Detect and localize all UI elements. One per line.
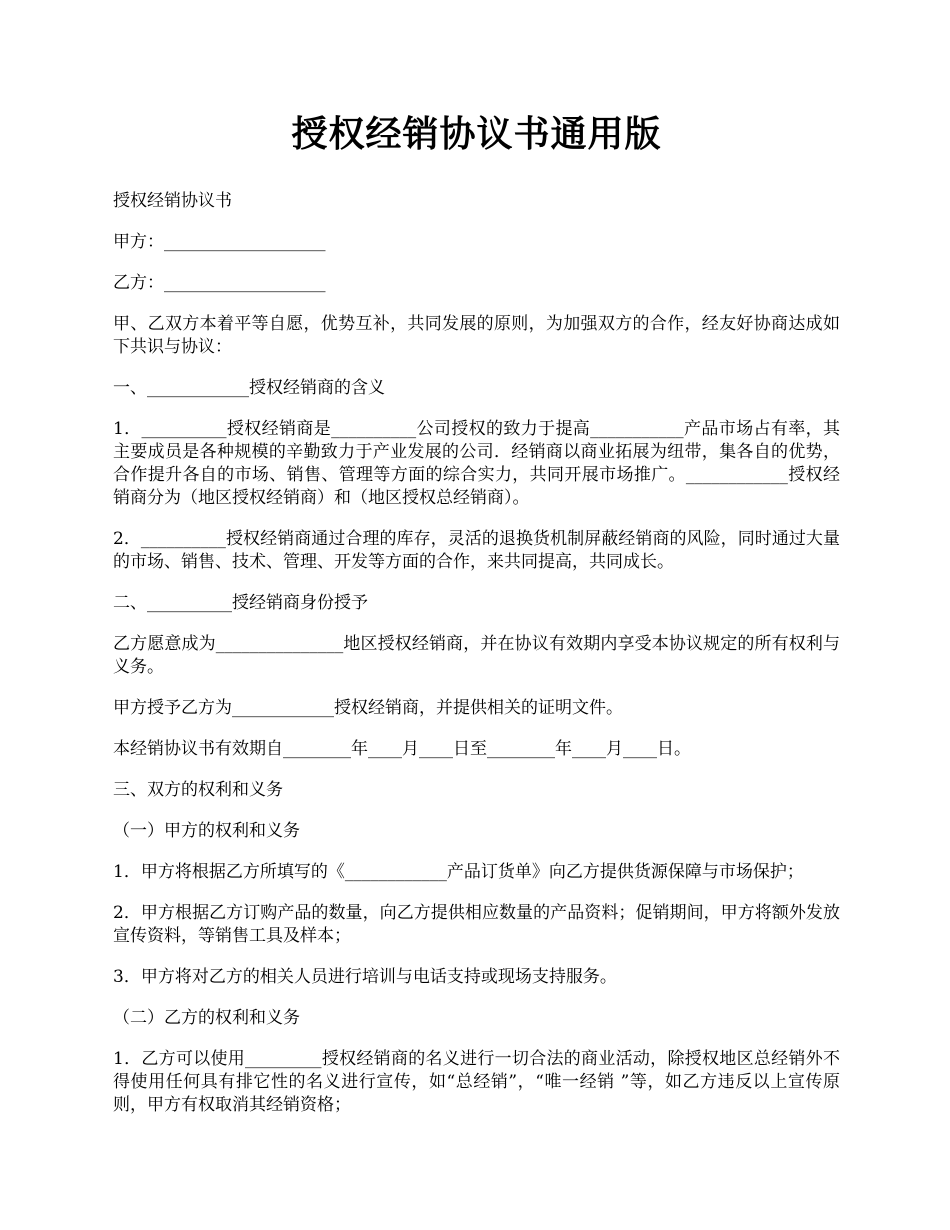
preamble-paragraph: 甲、乙双方本着平等自愿，优势互补，共同发展的原则，为加强双方的合作，经友好协商达成如下共识与协议： xyxy=(113,314,840,357)
party-b-line: 乙方：___________________ xyxy=(113,273,326,293)
section-1-clause-1: 1．__________授权经销商是__________公司授权的致力于提高___________产品市场占有率，其主要成员是各种规模的辛勤致力于产业发展的公司．经销商以商业拓展为纽带，集各自的优势，合作提升各自的市场、销售、管理等方面的综合实力，共同开展市场推广。____________授权经销商分为（地区授权经销商）和（地区授权总经销商）。 xyxy=(113,419,840,508)
document-page xyxy=(113,108,840,1135)
party-a-line: 甲方：___________________ xyxy=(113,232,326,252)
section-3-sub-2-clause-1: 1．乙方可以使用_________授权经销商的名义进行一切合法的商业活动，除授权地区总经销外不得使用任何具有排它性的名义进行宣传，如“总经销”，“唯一经销 ”等，如乙方违反以上宣传原则，甲方有权取消其经销资格； xyxy=(113,1049,840,1115)
document-subtitle: 授权经销协议书 xyxy=(113,191,232,211)
section-2-clause-validity: 本经销协议书有效期自________年____月____日至________年____月____日。 xyxy=(113,739,691,759)
section-2-clause-region: 乙方愿意成为_______________地区授权经销商，并在协议有效期内享受本协议规定的所有权利与义务。 xyxy=(113,634,840,677)
section-1-clause-2: 2．__________授权经销商通过合理的库存，灵活的退换货机制屏蔽经销商的风险，同时通过大量的市场、销售、技术、管理、开发等方面的合作，来共同提高，共同成长。 xyxy=(113,529,840,572)
section-3-sub-2-heading: （二）乙方的权利和义务 xyxy=(113,1008,300,1028)
section-3-sub-1-clause-1: 1．甲方将根据乙方所填写的《____________产品订货单》向乙方提供货源保障与市场保护； xyxy=(113,862,804,882)
section-3-sub-1-heading: （一）甲方的权利和义务 xyxy=(113,821,300,841)
section-1-heading: 一、____________授权经销商的含义 xyxy=(113,378,385,398)
document-title: 授权经销协议书通用版 xyxy=(291,113,662,155)
section-3-sub-1-clause-3: 3．甲方将对乙方的相关人员进行培训与电话支持或现场支持服务。 xyxy=(113,967,617,987)
section-2-heading: 二、__________授经销商身份授予 xyxy=(113,593,368,613)
section-3-sub-1-clause-2: 2．甲方根据乙方订购产品的数量，向乙方提供相应数量的产品资料；促销期间，甲方将额外发放宣传资料，等销售工具及样本； xyxy=(113,903,840,946)
section-3-heading: 三、双方的权利和义务 xyxy=(113,780,283,800)
section-2-clause-grant: 甲方授予乙方为____________授权经销商，并提供相关的证明文件。 xyxy=(113,698,623,718)
